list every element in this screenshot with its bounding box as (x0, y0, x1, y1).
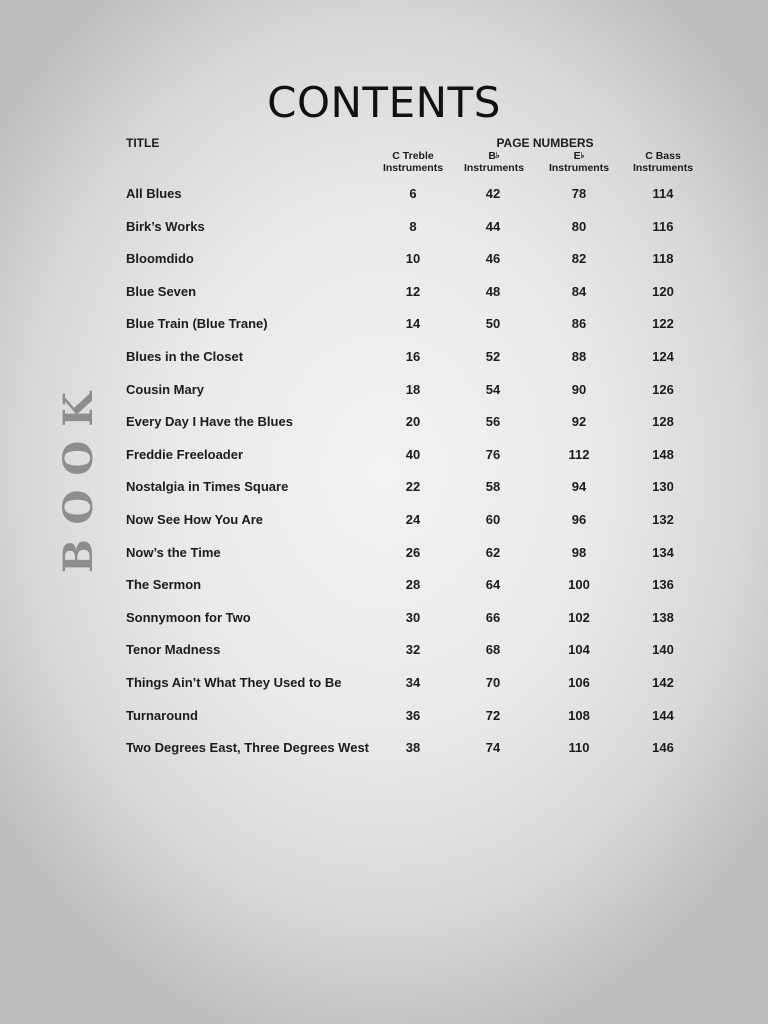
song-title: Cousin Mary (126, 381, 205, 397)
song-title: Blue Train (Blue Trane) (126, 316, 268, 332)
contents-row (0, 471, 768, 504)
song-title: Birk’s Works (126, 218, 205, 234)
page-number-b-flat: 68 (485, 642, 501, 658)
page-number-c-bass: 146 (652, 740, 674, 756)
contents-row (0, 700, 768, 733)
page-number-c-treble: 26 (405, 544, 421, 560)
contents-row (0, 732, 768, 765)
page-numbers-header: PAGE NUMBERS (496, 136, 594, 150)
page-number-c-treble: 30 (405, 609, 421, 625)
page-number-c-treble: 12 (405, 283, 421, 299)
page-number-e-flat: 100 (568, 577, 590, 593)
page-number-b-flat: 42 (485, 186, 501, 201)
column-header-c-bass-line2: Instruments (632, 162, 694, 174)
column-header-b-flat-line2: Instruments (463, 162, 525, 174)
page-number-c-bass: 136 (652, 577, 674, 593)
page-number-b-flat: 74 (485, 740, 501, 756)
title-column-header: TITLE (126, 136, 160, 150)
page-number-c-bass: 128 (652, 414, 674, 430)
song-title: Nostalgia in Times Square (126, 479, 289, 495)
column-header-e-flat-line2: Instruments (548, 162, 610, 174)
page-number-c-bass: 142 (652, 674, 674, 690)
page-number-b-flat: 48 (485, 283, 501, 299)
page-number-c-bass: 138 (652, 609, 674, 625)
column-header-e-flat (539, 150, 619, 174)
song-title: Things Ain’t What They Used to Be (126, 674, 342, 690)
contents-row (0, 439, 768, 472)
page-number-c-bass: 134 (652, 544, 674, 560)
song-title: Blues in the Closet (126, 348, 244, 364)
contents-row (0, 308, 768, 341)
column-header-b-flat-line1 (454, 150, 534, 162)
contents-row (0, 243, 768, 276)
page-number-c-treble: 32 (405, 642, 421, 658)
flat-symbol-icon: ♭ (580, 151, 585, 160)
page-number-c-bass: 140 (652, 642, 674, 658)
page-number-e-flat: 94 (571, 479, 587, 495)
column-header-c-treble-line1: C Treble (392, 150, 434, 162)
page-number-b-flat: 72 (485, 707, 501, 723)
contents-row (0, 178, 768, 211)
page-number-e-flat: 90 (571, 381, 587, 397)
song-title: Blue Seven (126, 283, 197, 299)
flat-symbol-icon: ♭ (495, 151, 500, 160)
column-header-b-flat (454, 150, 534, 174)
page-number-b-flat: 60 (485, 511, 501, 527)
page-number-e-flat: 80 (571, 218, 587, 234)
contents-row (0, 374, 768, 407)
page-number-e-flat: 96 (571, 511, 587, 527)
page-number-c-treble: 6 (409, 186, 417, 201)
contents-row (0, 504, 768, 537)
page-number-b-flat: 70 (485, 674, 501, 690)
page-number-e-flat: 102 (568, 609, 590, 625)
page-number-c-treble: 16 (405, 348, 421, 364)
page-number-c-treble: 20 (405, 414, 421, 430)
page-number-b-flat: 52 (485, 348, 501, 364)
page-number-b-flat: 56 (485, 414, 501, 430)
page-number-c-bass: 126 (652, 381, 674, 397)
column-header-c-treble (373, 150, 453, 174)
song-title: Now See How You Are (126, 511, 264, 527)
page-number-e-flat: 92 (571, 414, 587, 430)
song-title: All Blues (126, 186, 182, 201)
page-number-c-treble: 8 (409, 218, 417, 234)
page-number-c-treble: 40 (405, 446, 421, 462)
contents-row (0, 211, 768, 244)
page-number-c-treble: 28 (405, 577, 421, 593)
contents-list (0, 178, 768, 765)
page-number-e-flat: 88 (571, 348, 587, 364)
page-number-e-flat: 82 (571, 251, 587, 267)
page-number-c-bass: 118 (652, 251, 674, 267)
song-title: Two Degrees East, Three Degrees West (126, 740, 370, 756)
side-tab-text: BOOK (54, 377, 102, 573)
page-number-e-flat: 98 (571, 544, 587, 560)
contents-row (0, 406, 768, 439)
column-header-c-treble-line2: Instruments (382, 162, 444, 174)
page-number-b-flat: 58 (485, 479, 501, 495)
page-number-c-bass: 148 (652, 446, 674, 462)
page-number-c-bass: 120 (652, 283, 674, 299)
page-number-b-flat: 50 (485, 316, 501, 332)
song-title: Sonnymoon for Two (126, 609, 251, 625)
page-number-c-bass: 130 (652, 479, 674, 495)
column-header-e-flat-letter: E (573, 150, 581, 162)
song-title: Turnaround (126, 707, 198, 723)
song-title: Tenor Madness (126, 642, 221, 658)
contents-row (0, 569, 768, 602)
page-number-e-flat: 78 (571, 186, 587, 201)
page-number-b-flat: 44 (485, 218, 501, 234)
contents-row (0, 634, 768, 667)
song-title: Bloomdido (126, 251, 194, 267)
contents-row (0, 276, 768, 309)
page-number-c-bass: 132 (652, 511, 674, 527)
page-number-e-flat: 110 (568, 740, 590, 756)
page-number-e-flat: 106 (568, 674, 590, 690)
page-number-e-flat: 104 (568, 642, 590, 658)
page-title: CONTENTS (267, 78, 501, 127)
contents-row (0, 667, 768, 700)
song-title: Now’s the Time (126, 544, 221, 560)
page-number-e-flat: 86 (571, 316, 587, 332)
page-number-c-treble: 34 (405, 674, 421, 690)
page-number-c-treble: 10 (405, 251, 421, 267)
page-number-c-bass: 122 (652, 316, 674, 332)
page-number-b-flat: 66 (485, 609, 501, 625)
column-header-e-flat-line1 (539, 150, 619, 162)
contents-row (0, 341, 768, 374)
page-number-c-treble: 14 (405, 316, 421, 332)
song-title: The Sermon (126, 577, 202, 593)
song-title: Every Day I Have the Blues (126, 414, 293, 430)
page-number-e-flat: 112 (568, 446, 590, 462)
page-number-c-treble: 24 (405, 511, 421, 527)
page-number-b-flat: 46 (485, 251, 501, 267)
page-number-c-bass: 124 (652, 348, 674, 364)
page-number-e-flat: 108 (568, 707, 590, 723)
page-number-c-bass: 116 (652, 218, 674, 234)
page-number-e-flat: 84 (571, 283, 587, 299)
page-number-c-treble: 18 (405, 381, 421, 397)
column-header-b-flat-letter: B (488, 150, 496, 162)
page-number-c-treble: 22 (405, 479, 421, 495)
contents-row (0, 602, 768, 635)
page-number-b-flat: 62 (485, 544, 501, 560)
page-number-b-flat: 64 (485, 577, 501, 593)
page-number-c-treble: 38 (405, 740, 421, 756)
column-header-c-bass-line1: C Bass (645, 150, 681, 162)
column-header-c-bass (623, 150, 703, 174)
page-number-c-treble: 36 (405, 707, 421, 723)
page-number-c-bass: 114 (652, 186, 674, 201)
page-number-b-flat: 54 (485, 381, 501, 397)
contents-row (0, 537, 768, 570)
song-title: Freddie Freeloader (126, 446, 244, 462)
page-number-b-flat: 76 (485, 446, 501, 462)
page-number-c-bass: 144 (652, 707, 674, 723)
